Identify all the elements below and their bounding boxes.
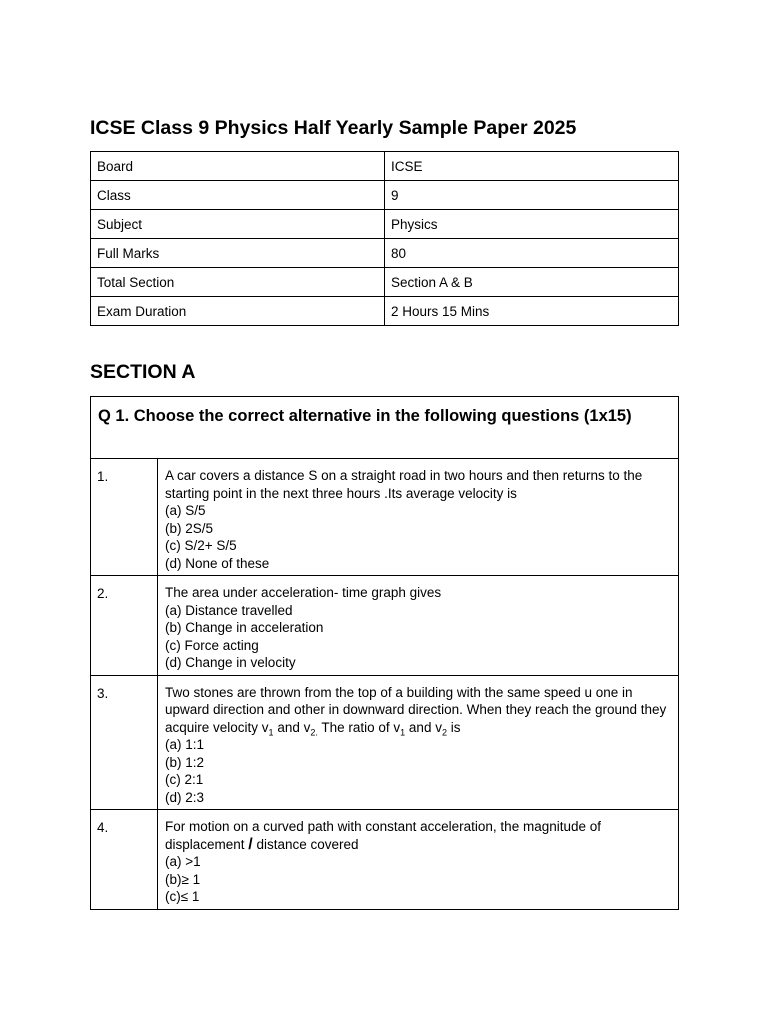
question-row [91,459,679,576]
option: (a) Distance travelled [165,602,293,618]
option: (b)≥ 1 [165,871,201,887]
option: (b) 1:2 [165,754,205,770]
question-body [158,576,679,676]
table-row [91,210,679,239]
stem-part: is [446,719,461,735]
subscript: 1 [400,727,406,738]
question-number: 1. [91,459,158,576]
question-header-row [91,397,679,459]
option: (c) S/2+ S/5 [165,538,237,553]
info-key: Full Marks [91,239,385,268]
stem-part: Two stones are thrown from the top of a building with the same speed u one in upward direction and other in downward direction. When they reach the ground they acquire velocity v [165,684,667,735]
option: (b) Change in acceleration [165,620,324,635]
info-key: Subject [91,210,385,239]
question-text [165,684,671,737]
info-value: ICSE [385,152,679,181]
option: (c) 2:1 [165,772,204,787]
option: (b) 2S/5 [165,520,214,536]
question-number: 4. [91,810,158,910]
option: (a) S/5 [165,503,206,518]
stem-part: distance covered [252,836,359,852]
info-key: Total Section [91,268,385,297]
table-row [91,268,679,297]
info-value: Section A & B [385,268,679,297]
question-body [158,675,679,810]
info-value: 80 [385,239,679,268]
option: (a) 1:1 [165,737,205,752]
question-number: 2. [91,576,158,676]
info-table [90,151,679,326]
section-heading: SECTION A [90,361,196,383]
option: (a) >1 [165,854,201,869]
info-value: 2 Hours 15 Mins [385,297,679,326]
page-title: ICSE Class 9 Physics Half Yearly Sample Paper 2025 [90,117,577,139]
stem-part: The ratio of v [317,719,401,735]
table-row [91,152,679,181]
slash-glyph: / [248,835,253,853]
stem-part: and v [405,719,442,735]
question-text: The area under acceleration- time graph gives [165,585,442,600]
info-value: Physics [385,210,679,239]
question-header: Q 1. Choose the correct alternative in the following questions (1x15) [91,397,679,459]
info-value: 9 [385,181,679,210]
question-body [158,459,679,576]
question-number: 3. [91,675,158,810]
question-row [91,576,679,676]
question-text: A car covers a distance S on a straight road in two hours and then returns to the starting point in the next three hours .Its average velocity is [165,468,643,501]
stem-part: For motion on a curved path with constant acceleration, the magnitude of displacement [165,819,602,852]
subscript: 2 [441,727,447,738]
questions-table [90,396,679,910]
info-key: Class [91,181,385,210]
table-row [91,297,679,326]
option: (d) None of these [165,555,270,571]
question-row [91,810,679,910]
stem-part: and v [273,719,311,735]
option: (d) Change in velocity [165,655,296,670]
option: (c) Force acting [165,637,259,653]
question-text [165,818,671,853]
subscript: 2. [310,727,318,738]
info-key: Exam Duration [91,297,385,326]
subscript: 1 [268,727,274,738]
info-key: Board [91,152,385,181]
question-row [91,675,679,810]
table-row [91,239,679,268]
question-body [158,810,679,910]
option: (d) 2:3 [165,789,205,805]
table-row [91,181,679,210]
option: (c)≤ 1 [165,889,200,904]
